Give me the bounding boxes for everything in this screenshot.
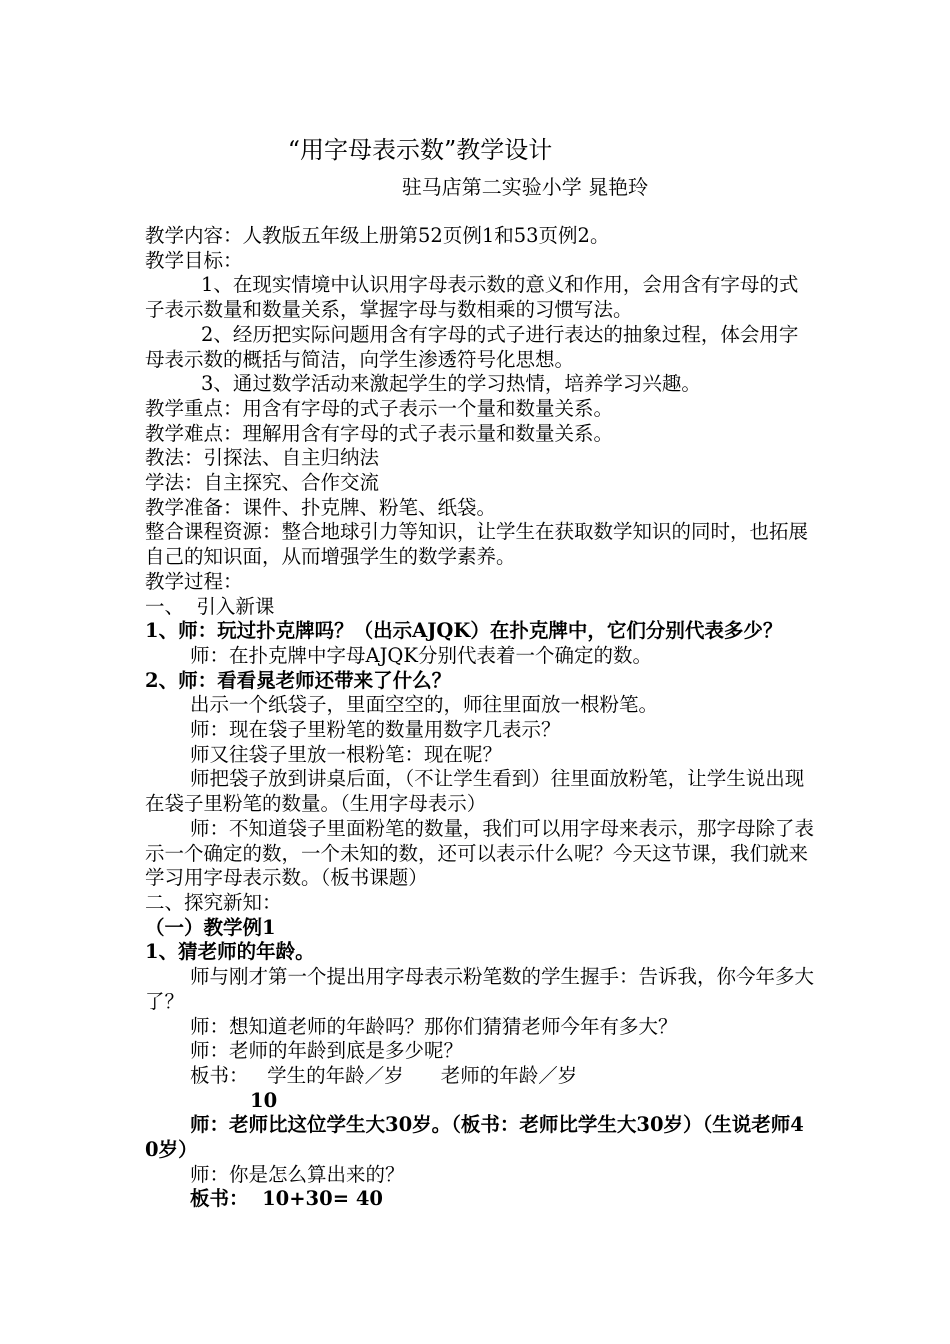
- paragraph: 2、师：看看晁老师还带来了什么？: [145, 668, 452, 692]
- author-line: 驻马店第二实验小学 晁艳玲: [401, 175, 649, 199]
- paragraph: 教学难点：理解用含有字母的式子表示量和数量关系。: [145, 421, 614, 445]
- paragraph: 教学内容：人教版五年级上册第52页例1和53页例2。: [145, 224, 610, 247]
- board-writing: 板书： 学生的年龄／岁 老师的年龄／岁: [190, 1063, 578, 1087]
- paragraph: 师：不知道袋子里面粉笔的数量，我们可以用字母来表示，那字母除了表示一个确定的数，一个未知的数，还可以表示什么呢？今天这节课，我们就来学习用字母表示数。（板书课题）: [145, 816, 815, 890]
- paragraph: 整合课程资源：整合地球引力等知识，让学生在获取数学知识的同时，也拓展自己的知识面，从而增强学生的数学素养。: [145, 520, 809, 569]
- paragraph: 师把袋子放到讲桌后面，（不让学生看到）往里面放粉笔，让学生说出现在袋子里粉笔的数量。（生用字母表示）: [145, 767, 805, 816]
- paragraph: 师：想知道老师的年龄吗？那你们猜猜老师今年有多大？: [190, 1014, 678, 1038]
- paragraph: 师：老师的年龄到底是多少呢？: [190, 1039, 464, 1063]
- paragraph: 学法：自主探究、合作交流: [145, 471, 380, 495]
- subsection-heading: （一）教学例1: [145, 915, 276, 939]
- document-title: “用字母表示数”教学设计: [287, 136, 553, 164]
- paragraph: 师：你是怎么算出来的？: [190, 1162, 405, 1186]
- board-writing: 板书： 10+30= 40: [190, 1187, 383, 1211]
- paragraph: 1、猜老师的年龄。: [145, 940, 315, 964]
- board-value: 10: [250, 1088, 278, 1112]
- paragraph: 3、通过数学活动来激起学生的学习热情，培养学习兴趣。: [201, 372, 701, 396]
- paragraph: 教学过程：: [145, 569, 243, 593]
- paragraph: 师：现在袋子里粉笔的数量用数字几表示？: [190, 718, 561, 742]
- paragraph: 师与刚才第一个提出用字母表示粉笔数的学生握手：告诉我，你今年多大了？: [145, 965, 815, 1013]
- paragraph: 教法：引探法、自主归纳法: [145, 446, 380, 470]
- document-body: [145, 224, 817, 1212]
- paragraph: 2、经历把实际问题用含有字母的式子进行表达的抽象过程，体会用字母表示数的概括与简洁，向学生渗透符号化思想。: [145, 322, 799, 371]
- section-heading: 一、 引入新课: [145, 594, 275, 618]
- paragraph: 师：老师比这位学生大30岁。（板书：老师比学生大30岁）（生说老师40岁）: [145, 1113, 804, 1162]
- paragraph: 教学准备：课件、扑克牌、粉笔、纸袋。: [145, 495, 497, 519]
- paragraph: 教学目标：: [145, 248, 243, 272]
- paragraph: 出示一个纸袋子，里面空空的，师往里面放一根粉笔。: [190, 693, 659, 717]
- paragraph: 教学重点：用含有字母的式子表示一个量和数量关系。: [145, 396, 614, 420]
- paragraph: 师：在扑克牌中字母AJQK分别代表着一个确定的数。: [190, 643, 652, 667]
- paragraph: 1、在现实情境中认识用字母表示数的意义和作用，会用含有字母的式子表示数量和数量关系，掌握字母与数相乘的习惯写法。: [145, 273, 799, 322]
- section-heading: 二、探究新知：: [145, 890, 282, 914]
- paragraph: 师又往袋子里放一根粉笔：现在呢？: [190, 742, 503, 766]
- paragraph: 1、师：玩过扑克牌吗？（出示AJQK）在扑克牌中，它们分别代表多少？: [145, 619, 783, 643]
